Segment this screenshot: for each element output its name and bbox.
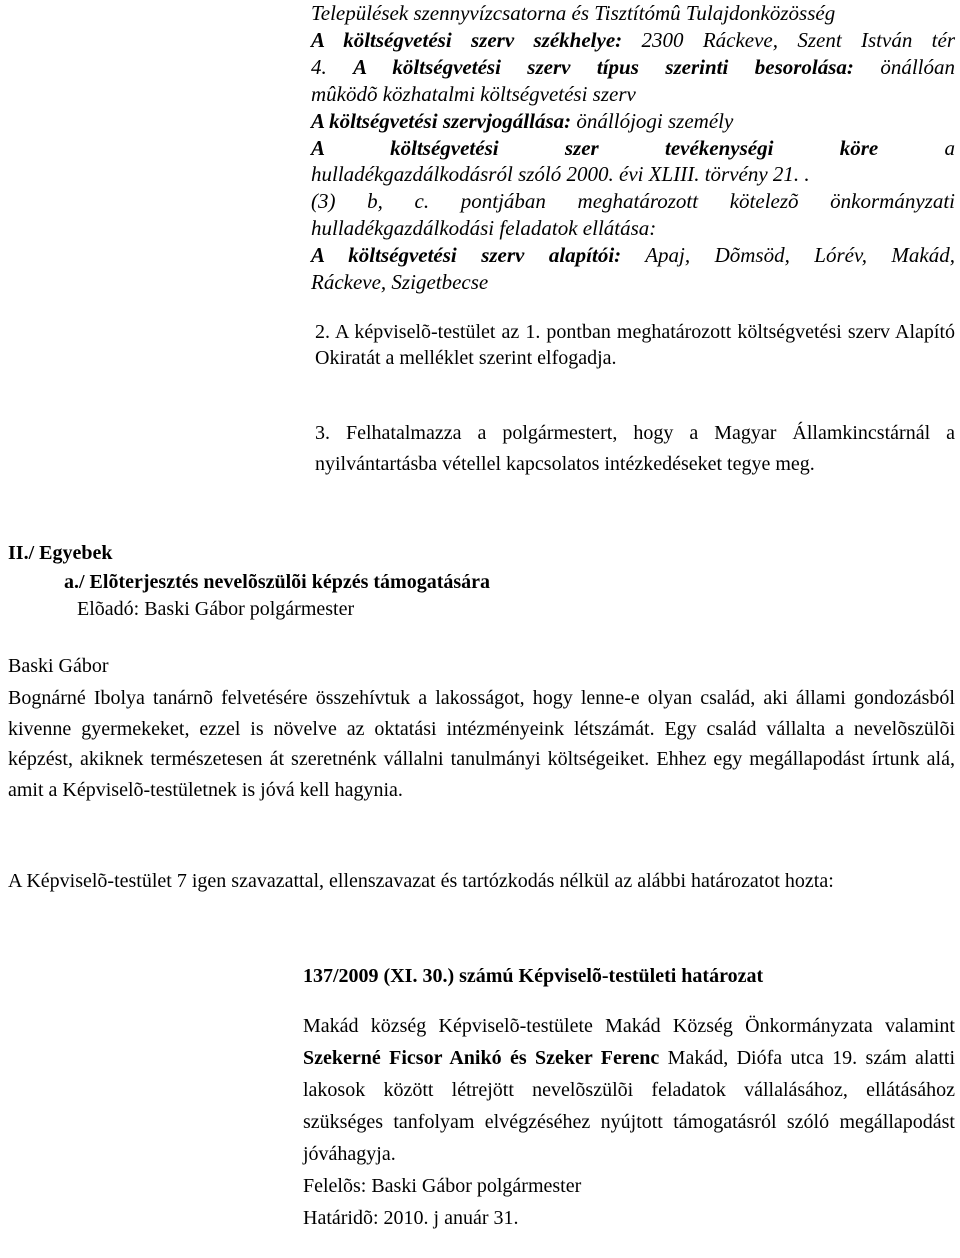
- paragraph-3: 3. Felhatalmazza a polgármestert, hogy a Magyar Államkincstárnál a nyilvántartásba vétellel kapcsolatos intézkedéseket tegye meg.: [315, 422, 955, 475]
- founders-line: [311, 242, 955, 269]
- founders-value-cont: Ráckeve, Szigetbecse: [311, 270, 489, 295]
- resolution-title: 137/2009 (XI. 30.) számú Képviselõ-testületi határozat: [303, 965, 764, 987]
- founders-label: A költségvetési szerv alapítói:: [311, 243, 622, 268]
- classification-label: A költségvetési szerv típus szerinti besorolása:: [353, 54, 854, 79]
- speaker-name: Baski Gábor: [8, 655, 109, 677]
- activity-text-3: hulladékgazdálkodási feladatok ellátása:: [311, 216, 657, 241]
- activity-line: [311, 135, 955, 162]
- deadline-line: Határidõ: 2010. j anuár 31.: [303, 1207, 519, 1229]
- legal-status-value: önállójogi személy: [571, 108, 734, 133]
- resolution-names: Szekerné Ficsor Anikó és Szeker Ferenc: [303, 1047, 660, 1069]
- item-heading: a./ Elõterjesztés nevelõszülõi képzés támogatására: [64, 571, 491, 593]
- presenter-line: Elõadó: Baski Gábor polgármester: [77, 598, 355, 620]
- resolution-text: [303, 1010, 955, 1170]
- classification-line: [311, 54, 955, 81]
- seat-label: A költségvetési szerv székhelye:: [311, 27, 623, 52]
- founders-value: Apaj, Dõmsöd, Lórév, Makád,: [621, 243, 955, 268]
- resolution-body: [303, 1010, 955, 1234]
- institution-info-block: [311, 0, 955, 296]
- activity-text-2: (3) b, c. pontjában meghatározott kötelezõ önkormányzati: [311, 189, 955, 214]
- resolution-text-b: Makád, Diófa utca 19. szám alatti lakosok között létrejött nevelõszülõi feladatok vállalásához, ellátásához szükséges tanfolyam elvégzéséhez nyújtott támogatásról szóló megállapodást jóváhagyja.: [303, 1047, 955, 1165]
- seat-value-cont: 4.: [311, 54, 354, 79]
- seat-value: 2300 Ráckeve, Szent István tér: [622, 27, 955, 52]
- activity-label: A költségvetési szer tevékenységi köre: [311, 135, 879, 160]
- responsible-line: Felelõs: Baski Gábor polgármester: [303, 1175, 582, 1197]
- classification-value: önállóan: [853, 54, 956, 79]
- activity-text-1: hulladékgazdálkodásról szóló 2000. évi XLIII. törvény 21. .: [311, 162, 810, 187]
- paragraph-2: 2. A képviselõ-testület az 1. pontban meghatározott költségvetési szerv Alapító Okiratát a melléklet szerint elfogadja.: [315, 321, 955, 369]
- institution-name: Települések szennyvízcsatorna és Tisztítómû Tulajdonközösség: [311, 1, 836, 25]
- resolution-text-a: Makád község Képviselõ-testülete Makád Község Önkormányzata valamint: [303, 1015, 955, 1037]
- vote-paragraph: A Képviselõ-testület 7 igen szavazattal, ellenszavazat és tartózkodás nélkül az alábbi határozatot hozta:: [8, 870, 834, 892]
- section-heading: II./ Egyebek: [8, 542, 113, 564]
- activity-value: a: [878, 135, 955, 160]
- speech-paragraph: Bognárné Ibolya tanárnõ felvetésére összehívtuk a lakosságot, hogy lenne-e olyan család, aki állami gondozásból kivenne gyermekeket, ezzel is növelve az oktatási intézményeink létszámát. Egy család vállalta a nevelõszülõi képzést, akiknek természetesen át szeretnénk vállalni tanulmányi költségeiket. Ehhez egy megállapodást írtunk alá, amit a Képviselõ-testületnek is jóvá kell hagynia.: [8, 687, 955, 801]
- legal-status-label: A költségvetési szervjogállása:: [311, 108, 572, 133]
- classification-value-cont: mûködõ közhatalmi költségvetési szerv: [311, 81, 636, 106]
- seat-line: [311, 27, 955, 54]
- legal-status-line: [311, 108, 955, 135]
